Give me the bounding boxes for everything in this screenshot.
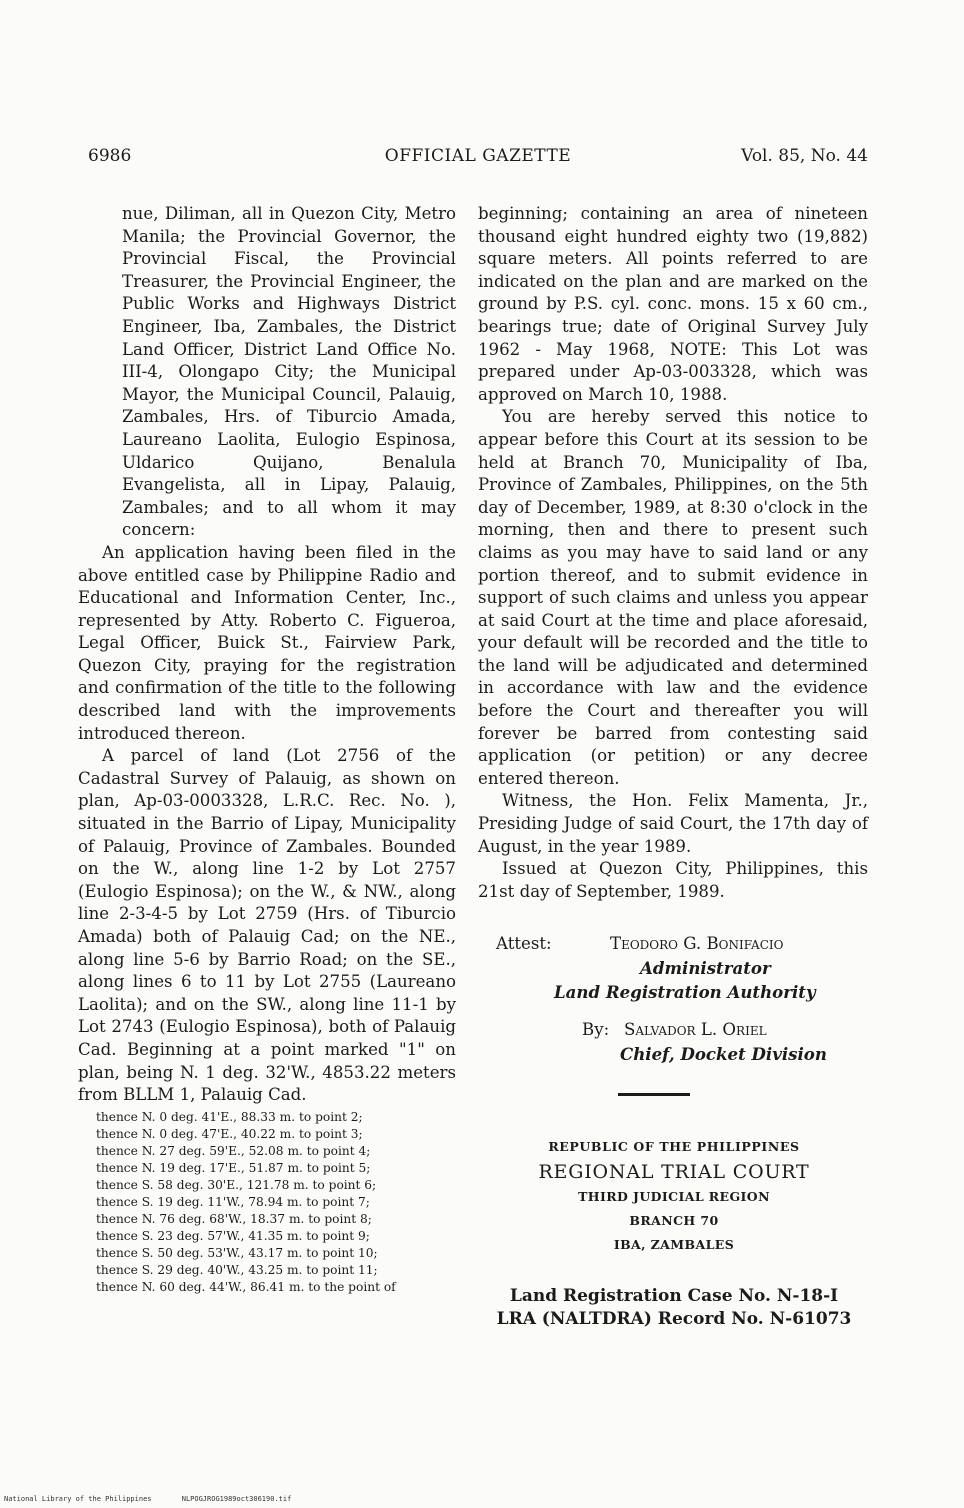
witness-paragraph: Witness, the Hon. Felix Mamenta, Jr., Presiding Judge of said Court, the 17th day of August, in the year 1989.	[478, 791, 868, 856]
scan-footer	[4, 1495, 317, 1503]
bearing-line: thence N. 0 deg. 41'E., 88.33 m. to point 2;	[96, 1109, 363, 1124]
addressees-paragraph: nue, Diliman, all in Quezon City, Metro Manila; the Provincial Governor, the Provincial Fiscal, the Provincial Treasurer, the Provincial Engineer, the Public Works and Highways District Engineer, Iba, Zambales, the District Land Officer, District Land Office No. III-4, Olongapo City; the Municipal Mayor, the Municipal Council, Palauig, Zambales, Hrs. of Tiburcio Amada, Laureano Laolita, Eulogio Espinosa, Uldarico Quijano, Benalula Evangelista, all in Lipay, Palauig, Zambales; and to all whom it may concern:	[122, 204, 456, 540]
divider	[618, 1093, 690, 1096]
attestation-block	[478, 933, 868, 1007]
page-number: 6986	[88, 146, 132, 166]
right-column	[478, 203, 868, 1331]
bearing-line: thence N. 0 deg. 47'E., 40.22 m. to point 3;	[96, 1126, 363, 1141]
bearing-line: thence N. 60 deg. 44'W., 86.41 m. to the point of	[96, 1279, 396, 1294]
court-location: IBA, ZAMBALES	[613, 1237, 735, 1252]
court-heading	[504, 1136, 844, 1257]
notice-paragraph: You are hereby served this notice to appear before this Court at its session to be held at Branch 70, Municipality of Iba, Province of Zambales, Philippines, on the 5th day of December, 1989, at 8:30 o'clock in the morning, then and there to present such claims as you may have to said land or any portion thereof, and to submit evidence in support of such claims and unless you appear at said Court at the time and place aforesaid, your default will be recorded and the title to the land will be adjudicated and determined in accordance with law and the evidence before the Court and thereafter you will forever be barred from contesting said application (or petition) or any decree entered thereon.	[478, 407, 868, 788]
record-number: LRA (NALTDRA) Record No. N-61073	[496, 1309, 852, 1329]
by-role: Chief, Docket Division	[620, 1044, 827, 1065]
bearing-line: thence N. 27 deg. 59'E., 52.08 m. to point 4;	[96, 1143, 371, 1158]
publication-title: OFFICIAL GAZETTE	[384, 146, 572, 166]
attest-role: Administrator	[640, 958, 771, 979]
left-column	[78, 203, 456, 1296]
bearing-line: thence S. 19 deg. 11'W., 78.94 m. to point 7;	[96, 1194, 370, 1209]
application-paragraph: An application having been filed in the above entitled case by Philippine Radio and Educational and Information Center, Inc., represented by Atty. Roberto C. Figueroa, Legal Officer, Buick St., Fairview Park, Quezon City, praying for the registration and confirmation of the title to the following described land with the improvements introduced thereon.	[78, 542, 456, 743]
case-number: Land Registration Case No. N-18-I	[509, 1286, 839, 1306]
by-label: By:	[582, 1020, 610, 1040]
attest-agency: Land Registration Authority	[554, 982, 816, 1003]
bearings-list	[78, 1109, 456, 1296]
by-name: Salvador L. Oriel	[624, 1020, 767, 1040]
bearing-line: thence S. 58 deg. 30'E., 121.78 m. to point 6;	[96, 1177, 377, 1192]
parcel-description-paragraph: A parcel of land (Lot 2756 of the Cadastral Survey of Palauig, as shown on plan, Ap-03-0003328, L.R.C. Rec. No. ), situated in the Barrio of Lipay, Municipality of Palauig, Province of Zambales. Bounded on the W., along line 1-2 by Lot 2757 (Eulogio Espinosa); on the W., & NW., along line 2-3-4-5 by Lot 2759 (Hrs. of Tiburcio Amada) both of Palauig Cad; on the NE., along line 5-6 by Barrio Road; on the SE., along lines 6 to 11 by Lot 2755 (Laureano Laolita); and on the SW., along line 11-1 by Lot 2743 (Eulogio Espinosa), both of Palauig Cad. Beginning at a point marked "1" on plan, being N. 1 deg. 32'W., 4853.22 meters from BLLM 1, Palauig Cad.	[78, 746, 456, 1105]
signatory-block	[478, 1019, 868, 1067]
library-name: National Library of the Philippines	[4, 1495, 152, 1503]
case-number-block	[484, 1285, 864, 1331]
attest-name: Teodoro G. Bonifacio	[610, 934, 784, 954]
bearing-line: thence S. 23 deg. 57'W., 41.35 m. to point 9;	[96, 1228, 370, 1243]
branch: BRANCH 70	[629, 1213, 719, 1228]
bearing-line: thence S. 29 deg. 40'W., 43.25 m. to point 11;	[96, 1262, 378, 1277]
issued-paragraph: Issued at Quezon City, Philippines, this 21st day of September, 1989.	[478, 859, 868, 901]
court-name: REGIONAL TRIAL COURT	[538, 1161, 810, 1183]
bearing-line: thence S. 50 deg. 53'W., 43.17 m. to point 10;	[96, 1245, 378, 1260]
volume-number: Vol. 85, No. 44	[741, 146, 868, 166]
bearing-line: thence N. 19 deg. 17'E., 51.87 m. to point 5;	[96, 1160, 371, 1175]
republic-line: REPUBLIC OF THE PHILIPPINES	[548, 1139, 800, 1155]
bearing-line: thence N. 76 deg. 68'W., 18.37 m. to point 8;	[96, 1211, 372, 1226]
judicial-region: THIRD JUDICIAL REGION	[578, 1189, 770, 1204]
area-paragraph: beginning; containing an area of nineteen thousand eight hundred eighty two (19,882) square meters. All points referred to are indicated on the plan and are marked on the ground by P.S. cyl. conc. mons. 15 x 60 cm., bearings true; date of Original Survey July 1962 - May 1968, NOTE: This Lot was prepared under Ap-03-003328, which was approved on March 10, 1988.	[478, 204, 868, 404]
file-name: NLPOGJROG1989oct306190.tif	[181, 1495, 292, 1503]
attest-label: Attest:	[496, 934, 552, 954]
page-header	[88, 146, 868, 170]
